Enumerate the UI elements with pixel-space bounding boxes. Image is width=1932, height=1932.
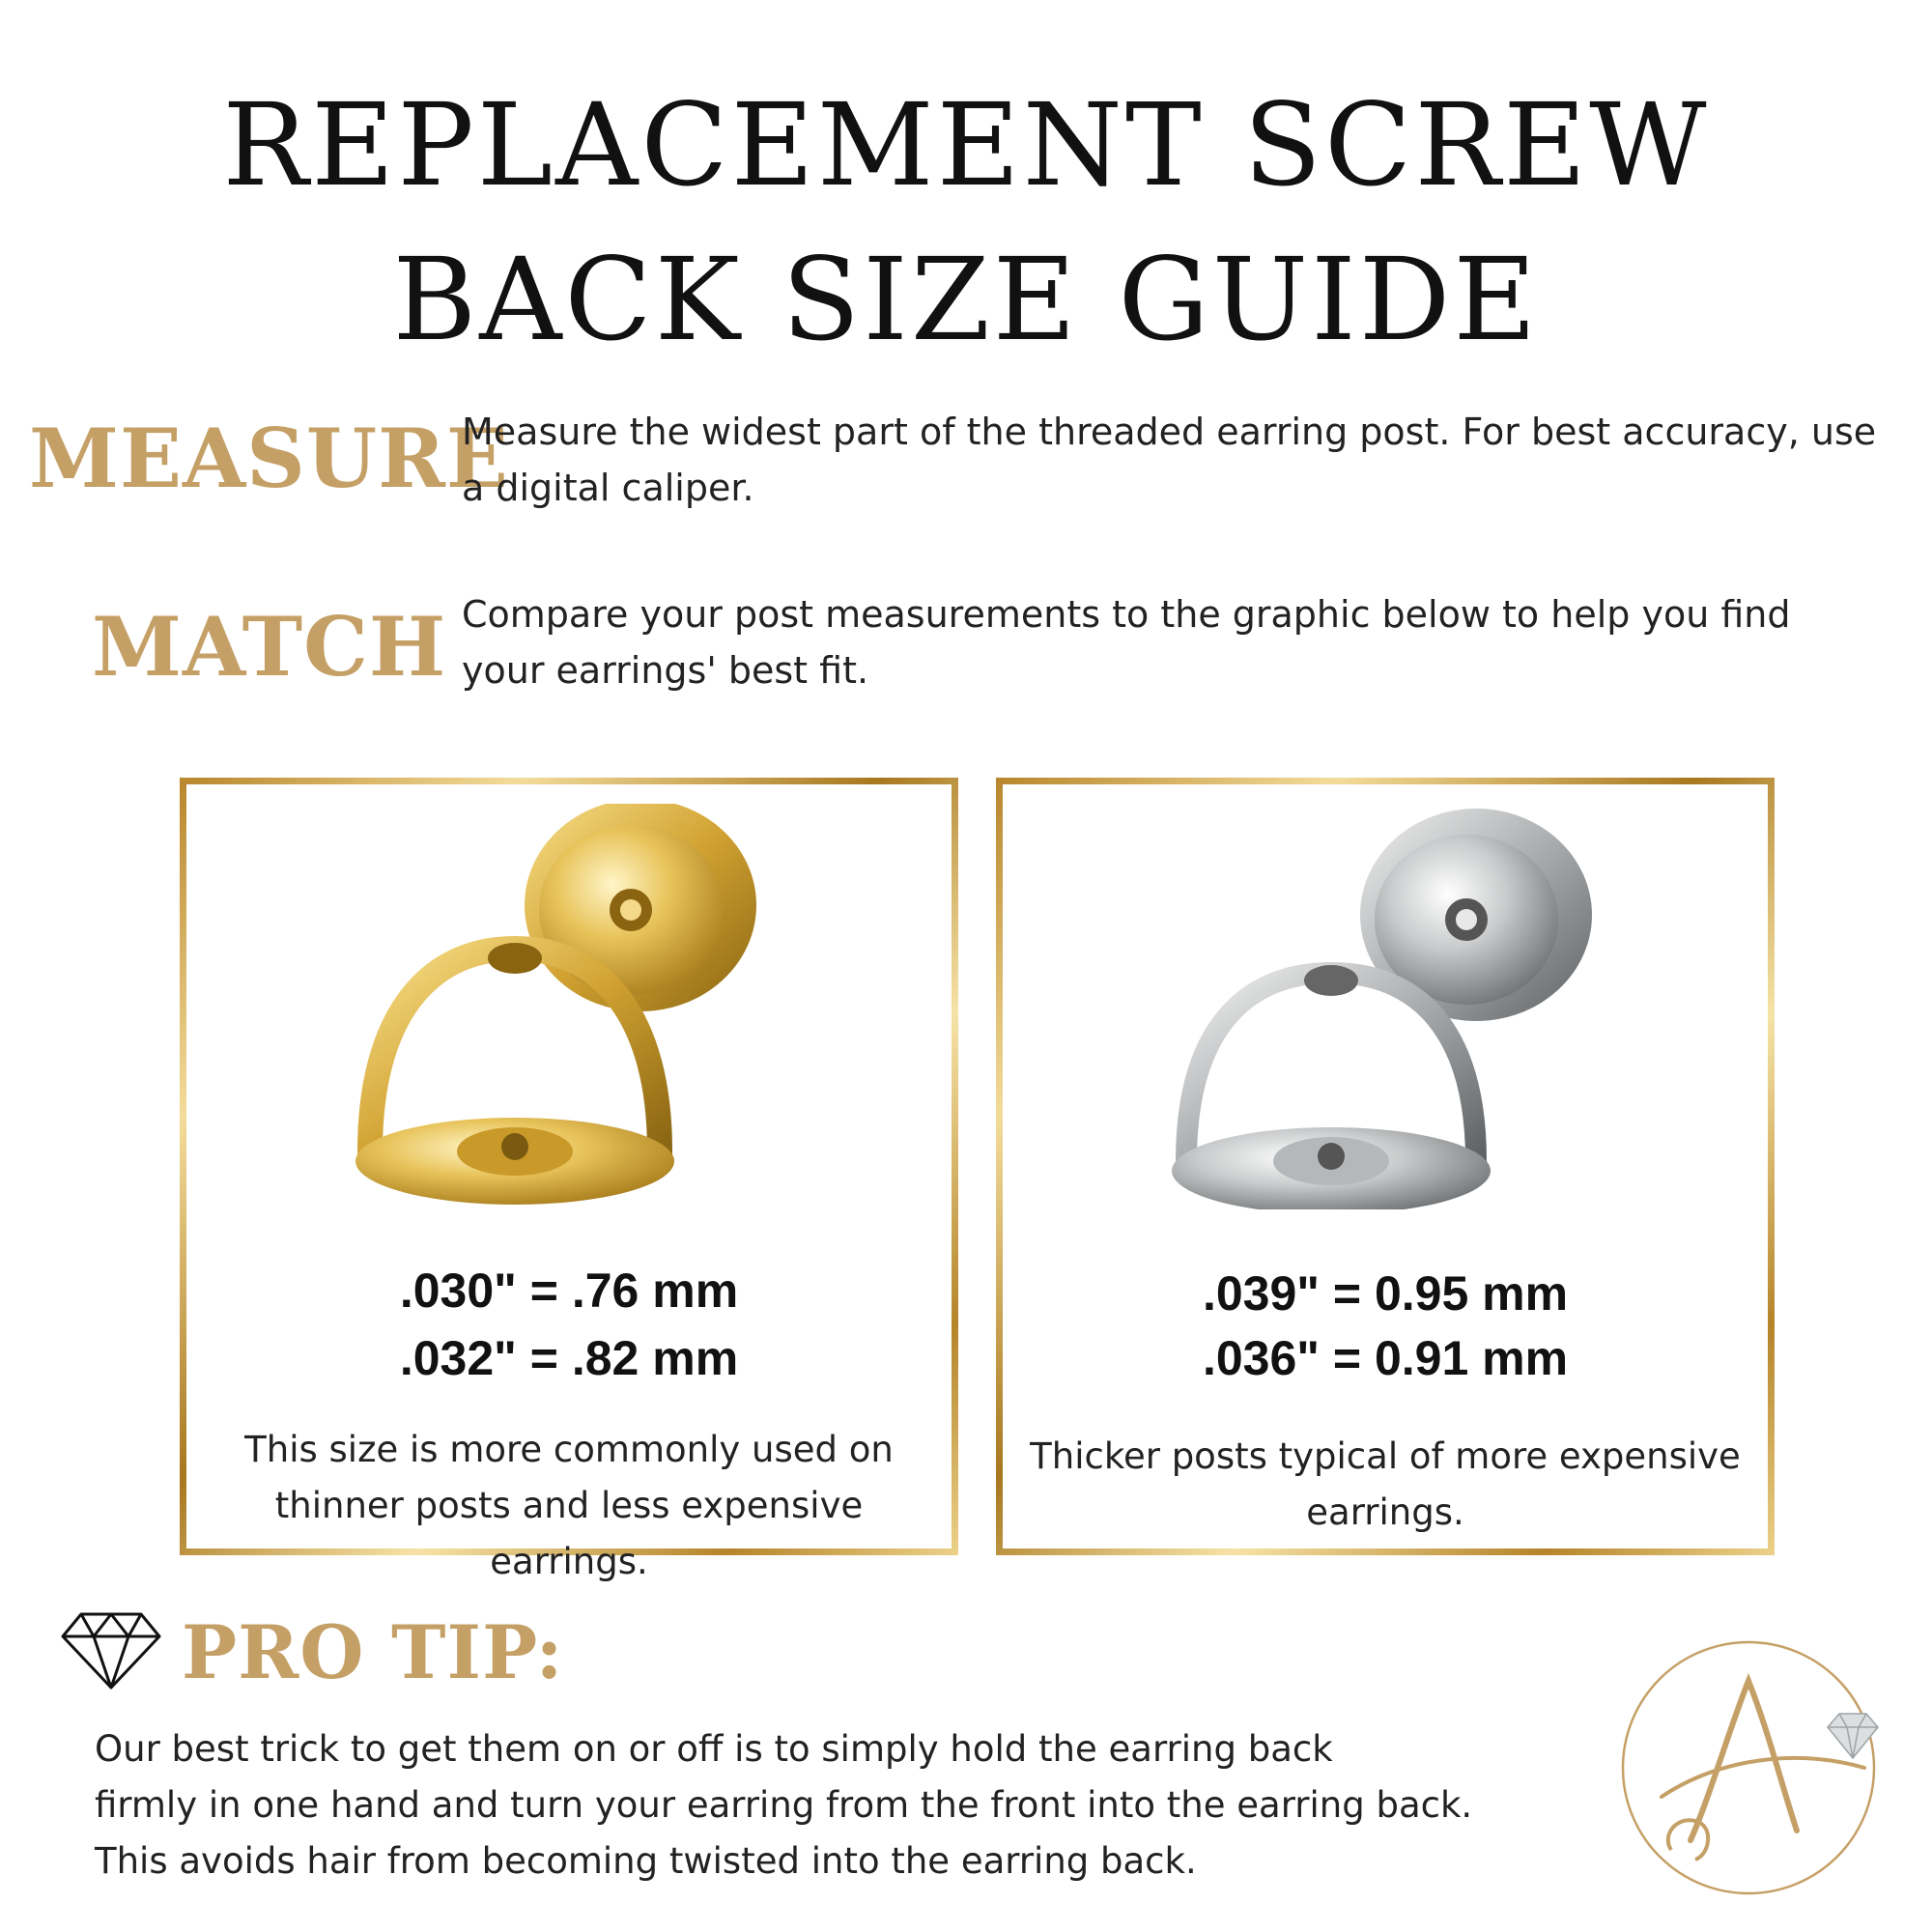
size-line: .030" = .76 mm — [399, 1264, 739, 1318]
protip-heading: PRO TIP: — [182, 1609, 564, 1695]
match-instructions: Compare your post measurements to the graphic below to help you find your earrings' best fit. — [462, 593, 1791, 692]
measure-heading: MEASURE — [29, 411, 509, 506]
silver-size-card — [996, 778, 1775, 1555]
measure-instructions: Measure the widest part of the threaded earring post. For best accuracy, use a digital caliper. — [462, 411, 1877, 509]
card-description: Thicker posts typical of more expensive earrings. — [1030, 1435, 1741, 1533]
gold-screw-back-image — [331, 804, 814, 1209]
page-title: REPLACEMENT SCREW BACK SIZE GUIDE — [222, 78, 1710, 366]
silver-screw-back-image — [1148, 804, 1631, 1209]
gold-size-card — [180, 778, 958, 1582]
size-line: .039" = 0.95 mm — [1202, 1266, 1569, 1321]
size-line: .036" = 0.91 mm — [1202, 1331, 1569, 1385]
protip-line: Our best trick to get them on or off is to simply hold the earring back — [95, 1728, 1333, 1770]
protip-line: This avoids hair from becoming twisted into the earring back. — [95, 1840, 1197, 1882]
diamond-icon — [60, 1611, 162, 1690]
brand-logo-icon — [1604, 1623, 1913, 1913]
protip-text — [95, 1721, 1473, 1889]
protip-line: firmly in one hand and turn your earring from the front into the earring back. — [95, 1784, 1473, 1826]
size-line: .032" = .82 mm — [399, 1331, 739, 1385]
match-heading: MATCH — [92, 599, 447, 695]
card-description: This size is more commonly used on thinner posts and less expensive earrings. — [244, 1429, 894, 1582]
